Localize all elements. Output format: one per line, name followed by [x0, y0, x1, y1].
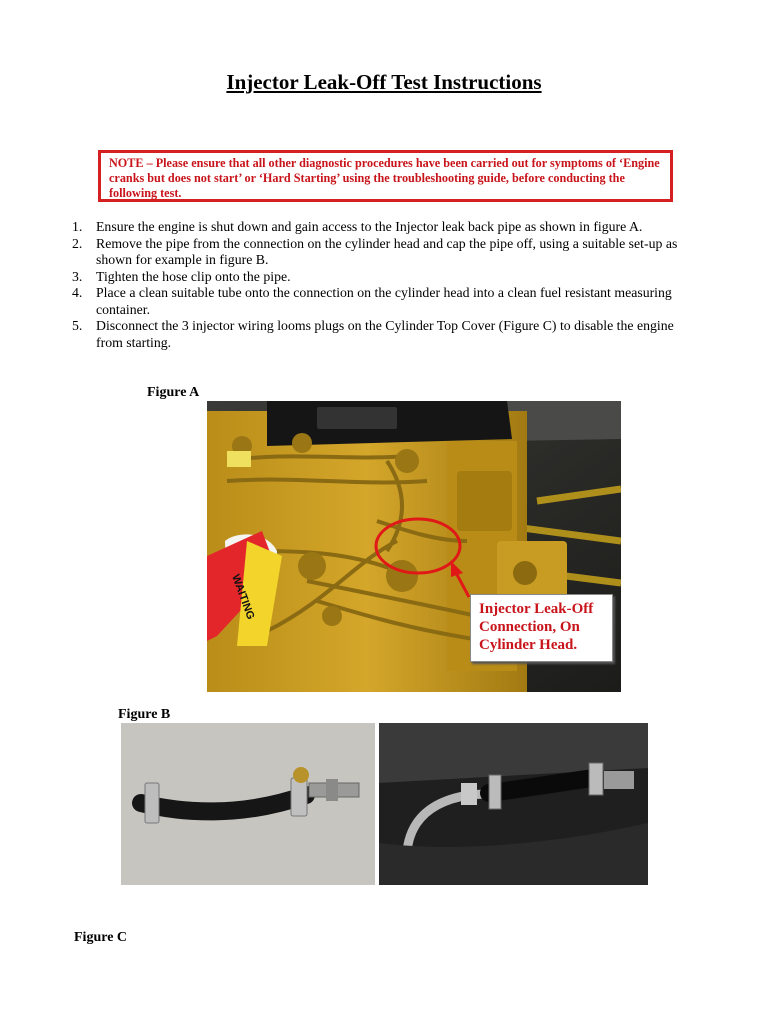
step-number: 3.: [72, 268, 83, 284]
figure-a-label: Figure A: [147, 385, 200, 400]
step-item: [72, 269, 697, 286]
document-title: Injector Leak-Off Test Instructions: [226, 70, 542, 94]
step-item: [72, 285, 697, 318]
installed-pipe-illustration: [379, 723, 648, 885]
figure-c-label: Figure C: [74, 930, 128, 945]
step-text: Disconnect the 3 injector wiring looms plugs on the Cylinder Top Cover (Figure C) to disable the engine from starting.: [96, 318, 674, 350]
step-text: Place a clean suitable tube onto the connection on the cylinder head into a clean fuel resistant measuring container.: [96, 285, 672, 317]
step-number: 4.: [72, 285, 83, 300]
warning-tag-text: WAITING: [229, 572, 257, 622]
step-item: [72, 318, 697, 351]
step-text: Ensure the engine is shut down and gain access to the Injector leak back pipe as shown in figure A.: [96, 219, 643, 234]
step-number: 5.: [72, 318, 83, 333]
step-text: Remove the pipe from the connection on the cylinder head and cap the pipe off, using a suitable set-up as shown for example in figure B.: [96, 235, 678, 267]
figure-b-pipe-photo-right: [379, 723, 648, 885]
note-box: NOTE – Please ensure that all other diagnostic procedures have been carried out for symptoms of ‘Engine cranks but does not start’ or ‘Hard Starting’ using the troubleshooting guide, before conducting the following test.: [98, 150, 673, 202]
step-number: 1.: [72, 219, 83, 234]
leak-off-callout: Injector Leak-Off Connection, On Cylinder Head.: [470, 594, 613, 662]
step-item: [72, 219, 697, 236]
figure-b-pipe-photo-left: [121, 723, 375, 885]
instruction-steps: [72, 219, 697, 351]
step-item: [72, 236, 697, 269]
figure-b-label: Figure B: [118, 707, 171, 722]
capped-pipe-illustration: [121, 723, 375, 885]
step-number: 2.: [72, 235, 83, 251]
step-text: Tighten the hose clip onto the pipe.: [96, 268, 291, 284]
